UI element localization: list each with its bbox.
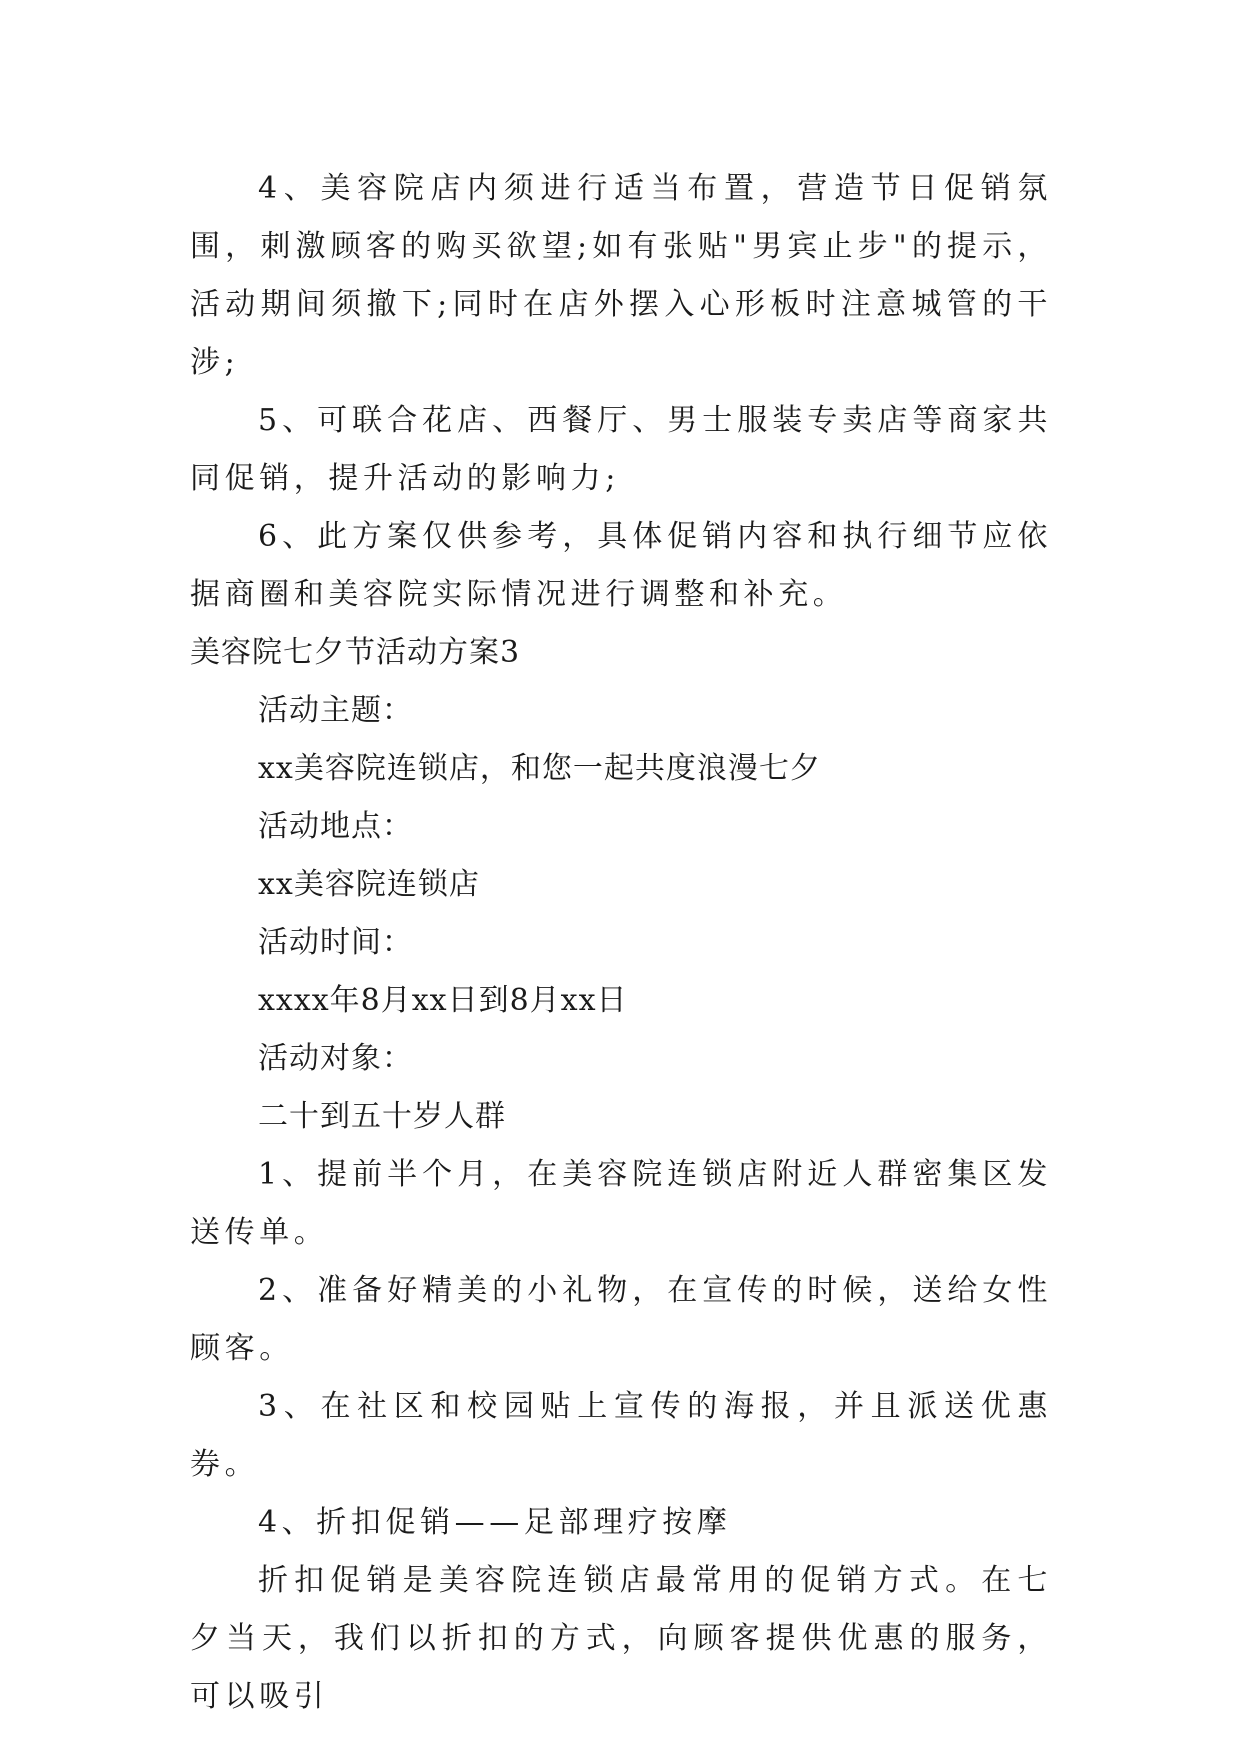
document-body (190, 160, 1052, 1726)
label-activity-target: 活动对象： (258, 1041, 413, 1076)
value-activity-time: xxxx年8月xx日到8月xx日 (258, 983, 628, 1018)
paragraph-flyers: 1、提前半个月，在美容院连锁店附近人群密集区发送传单。 (190, 1157, 1052, 1250)
paragraph-posters: 3、在社区和校园贴上宣传的海报，并且派送优惠券。 (190, 1389, 1052, 1482)
value-activity-target: 二十到五十岁人群 (258, 1099, 506, 1134)
value-activity-theme: xx美容院连锁店，和您一起共度浪漫七夕 (258, 751, 821, 786)
section-heading: 美容院七夕节活动方案3 (190, 635, 521, 670)
paragraph-joint-promotion: 5、可联合花店、西餐厅、男士服装专卖店等商家共同促销，提升活动的影响力; (190, 403, 1052, 496)
paragraph-discount-body: 折扣促销是美容院连锁店最常用的促销方式。在七夕当天，我们以折扣的方式，向顾客提供优惠的服务，可以吸引 (190, 1563, 1052, 1714)
paragraph-plan-reference: 6、此方案仅供参考，具体促销内容和执行细节应依据商圈和美容院实际情况进行调整和补充。 (190, 519, 1052, 612)
value-activity-location: xx美容院连锁店 (258, 867, 480, 902)
label-activity-theme: 活动主题： (258, 693, 413, 728)
label-activity-time: 活动时间： (258, 925, 413, 960)
label-activity-location: 活动地点： (258, 809, 413, 844)
paragraph-store-decoration: 4、美容院店内须进行适当布置，营造节日促销氛围，刺激顾客的购买欲望;如有张贴"男宾止步"的提示，活动期间须撤下;同时在店外摆入心形板时注意城管的干涉; (190, 171, 1052, 380)
paragraph-discount-heading: 4、折扣促销——足部理疗按摩 (258, 1505, 732, 1540)
paragraph-gifts: 2、准备好精美的小礼物，在宣传的时候，送给女性顾客。 (190, 1273, 1052, 1366)
